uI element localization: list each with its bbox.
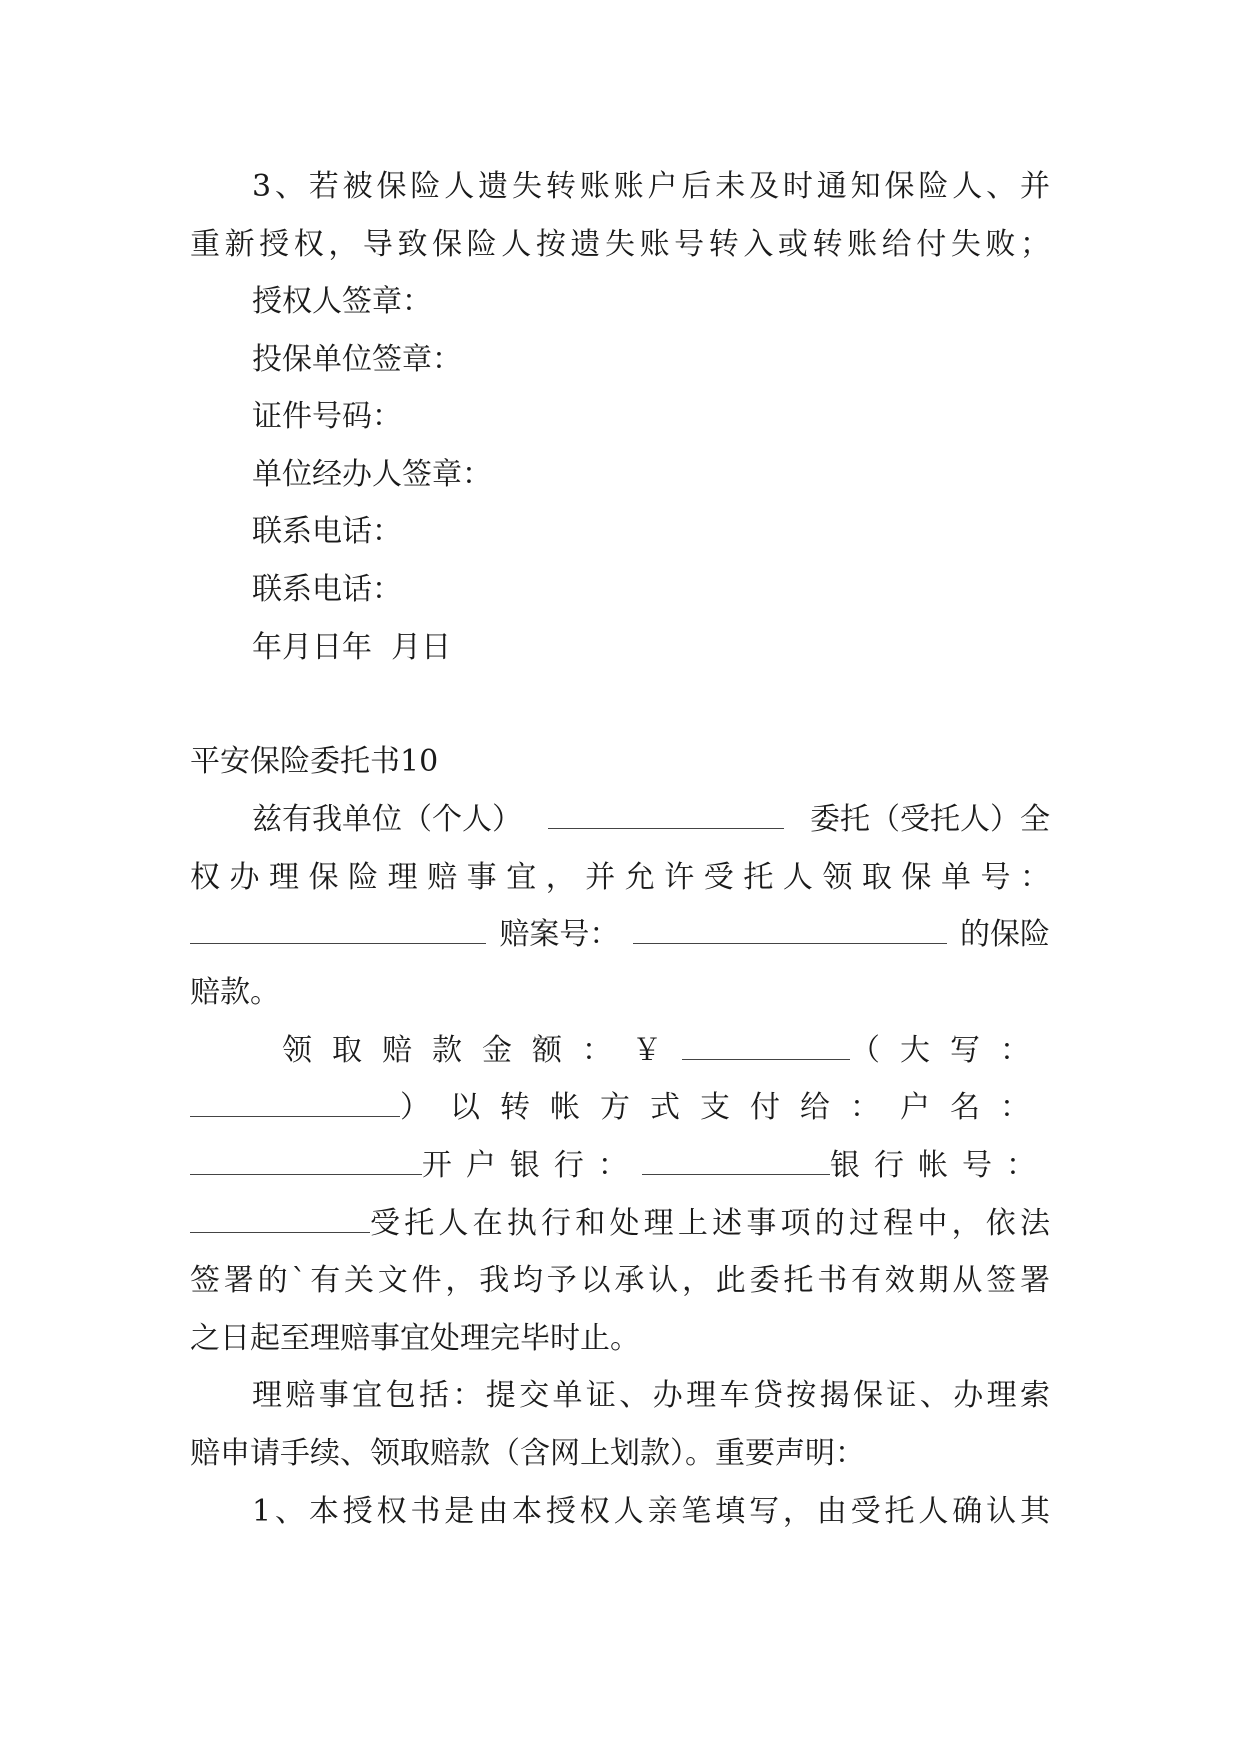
para2-text-b: 委托（受托人）全 <box>810 802 1050 837</box>
para3-text-d: 受托人在执行和处理上述事项的过程中，依法 <box>370 1206 1050 1241</box>
section-heading: 平安保险委托书10 <box>190 744 439 779</box>
para2-line-1 <box>252 791 1050 849</box>
transfer-payee-label: ）以转帐方式支付给：户名： <box>400 1090 1050 1125</box>
account-number-label: 银行帐号： <box>830 1148 1050 1183</box>
phone-label-1: 联系电话： <box>252 514 402 549</box>
para3-line-3 <box>190 1137 1050 1195</box>
para5-line-1: 1、本授权书是由本授权人亲笔填写，由受托人确认其 <box>252 1494 1050 1529</box>
date-label: 年月日年 月日 <box>252 630 452 665</box>
para2-line-2: 权办理保险理赔事宜，并允许受托人领取保单号： <box>190 860 1050 895</box>
blank-capital-amount <box>190 1082 400 1117</box>
para3-line-2 <box>190 1079 1050 1137</box>
blank-policy-number <box>190 909 486 944</box>
id-number-label: 证件号码： <box>252 399 402 434</box>
blank-case-number <box>633 909 947 944</box>
blank-account-number <box>190 1198 370 1233</box>
clause-3-line-1: 3、若被保险人遗失转账账户后未及时通知保险人、并 <box>252 169 1050 204</box>
blank-account-name <box>190 1140 422 1175</box>
para2-line-3 <box>190 906 1050 964</box>
para2-case-label: 赔案号： <box>499 917 620 952</box>
para3-line-1 <box>282 1022 1050 1080</box>
amount-label: 领取赔款金额：￥ <box>282 1033 682 1068</box>
phone-label-2: 联系电话： <box>252 572 402 607</box>
para2-text-c: 的保险 <box>959 917 1050 952</box>
unit-signature-label: 投保单位签章： <box>252 342 462 377</box>
authorizer-signature-label: 授权人签章： <box>252 284 432 319</box>
bank-label: 开户银行： <box>421 1148 642 1183</box>
blank-amount <box>682 1025 850 1060</box>
para4-line-2: 赔申请手续、领取赔款（含网上划款）。重要声明： <box>190 1436 865 1471</box>
blank-unit-name <box>548 794 784 829</box>
para2-text-a: 兹有我单位（个人） <box>252 802 522 837</box>
blank-bank <box>642 1140 830 1175</box>
para2-line-4: 赔款。 <box>190 975 280 1010</box>
para3-line-5: 签署的`有关文件，我均予以承认，此委托书有效期从签署 <box>190 1263 1050 1298</box>
para4-line-1: 理赔事宜包括：提交单证、办理车贷按揭保证、办理索 <box>252 1378 1050 1413</box>
clause-3-line-2: 重新授权，导致保险人按遗失账号转入或转账给付失败； <box>190 227 1050 262</box>
para3-line-4 <box>190 1195 1050 1253</box>
handler-signature-label: 单位经办人签章： <box>252 457 492 492</box>
capital-label: （大写： <box>850 1033 1050 1068</box>
para3-line-6: 之日起至理赔事宜处理完毕时止。 <box>190 1321 640 1356</box>
